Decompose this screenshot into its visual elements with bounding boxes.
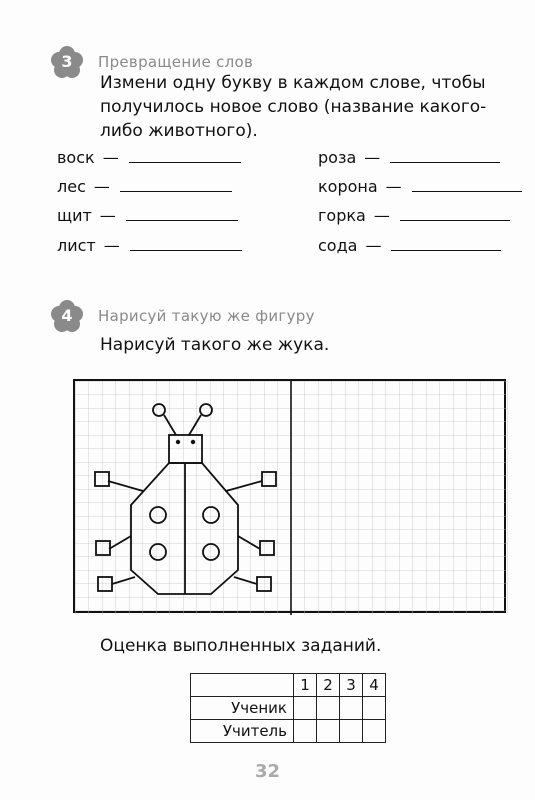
leg — [234, 577, 257, 584]
table-row — [191, 674, 386, 697]
word-row: корона — — [318, 177, 522, 196]
row-label: Ученик — [191, 697, 294, 720]
word: корона — [318, 177, 378, 196]
grade-cell[interactable] — [340, 697, 363, 720]
foot — [262, 472, 276, 486]
drawing-grid — [73, 379, 506, 613]
evaluation-table — [190, 673, 386, 743]
task-4-header — [50, 299, 315, 333]
task-instruction: Измени одну букву в каждом слове, чтобы получилось новое слово (название какого-либо животного). — [100, 73, 487, 141]
task-number: 4 — [61, 306, 73, 325]
answer-blank[interactable] — [390, 162, 500, 163]
word: горка — [318, 206, 366, 225]
answer-blank[interactable] — [126, 220, 238, 221]
page-number: 32 — [254, 761, 281, 782]
column-header: 1 — [294, 674, 317, 697]
task-title: Превращение слов — [98, 53, 254, 71]
beetle-head — [169, 435, 202, 463]
answer-blank[interactable] — [130, 250, 242, 251]
foot — [98, 577, 112, 591]
word-row: лес — — [57, 177, 232, 196]
column-header: 4 — [363, 674, 386, 697]
word-row: воск — — [57, 148, 241, 167]
spot — [203, 544, 219, 560]
spot — [150, 507, 166, 523]
leg — [238, 536, 260, 549]
eye — [176, 440, 180, 444]
grade-cell[interactable] — [294, 697, 317, 720]
grade-cell[interactable] — [317, 720, 340, 743]
flower-badge-icon — [50, 45, 84, 79]
grade-cell[interactable] — [363, 697, 386, 720]
evaluation-title: Оценка выполненных заданий. — [100, 636, 382, 656]
word-row: сода — — [318, 236, 501, 255]
spot — [150, 544, 166, 560]
flower-badge-icon — [50, 299, 84, 333]
foot — [257, 577, 271, 591]
word: лес — [57, 177, 86, 196]
antenna-ball-left — [153, 404, 165, 416]
eye — [191, 440, 195, 444]
antenna-left — [164, 415, 176, 435]
word-row: щит — — [57, 206, 238, 225]
leg — [226, 481, 262, 491]
foot — [96, 541, 110, 555]
word: щит — [57, 206, 92, 225]
table-row — [191, 697, 386, 720]
table-corner — [191, 674, 294, 697]
antenna-ball-right — [200, 404, 212, 416]
answer-blank[interactable] — [391, 250, 501, 251]
leg — [109, 536, 131, 549]
grade-cell[interactable] — [340, 720, 363, 743]
word: воск — [57, 148, 95, 167]
antenna-right — [189, 415, 201, 435]
answer-blank[interactable] — [400, 220, 510, 221]
grade-cell[interactable] — [363, 720, 386, 743]
table-row — [191, 720, 386, 743]
task-title: Нарисуй такую же фигуру — [98, 307, 315, 325]
foot — [260, 541, 274, 555]
leg — [108, 481, 143, 491]
column-header: 2 — [317, 674, 340, 697]
grade-cell[interactable] — [317, 697, 340, 720]
word-row: лист — — [57, 236, 242, 255]
task-instruction: Нарисуй такого же жука. — [100, 335, 330, 355]
word: лист — [57, 236, 96, 255]
word-row: роза — — [318, 148, 500, 167]
answer-blank[interactable] — [129, 162, 241, 163]
word: роза — [318, 148, 357, 167]
leg — [112, 577, 135, 584]
word: сода — [318, 236, 358, 255]
word-row: горка — — [318, 206, 510, 225]
foot — [95, 472, 109, 486]
ladybug-drawing — [75, 381, 291, 615]
column-header: 3 — [340, 674, 363, 697]
answer-blank[interactable] — [120, 191, 232, 192]
task-number: 3 — [61, 52, 73, 71]
answer-blank[interactable] — [412, 191, 522, 192]
grade-cell[interactable] — [294, 720, 317, 743]
spot — [203, 507, 219, 523]
row-label: Учитель — [191, 720, 294, 743]
